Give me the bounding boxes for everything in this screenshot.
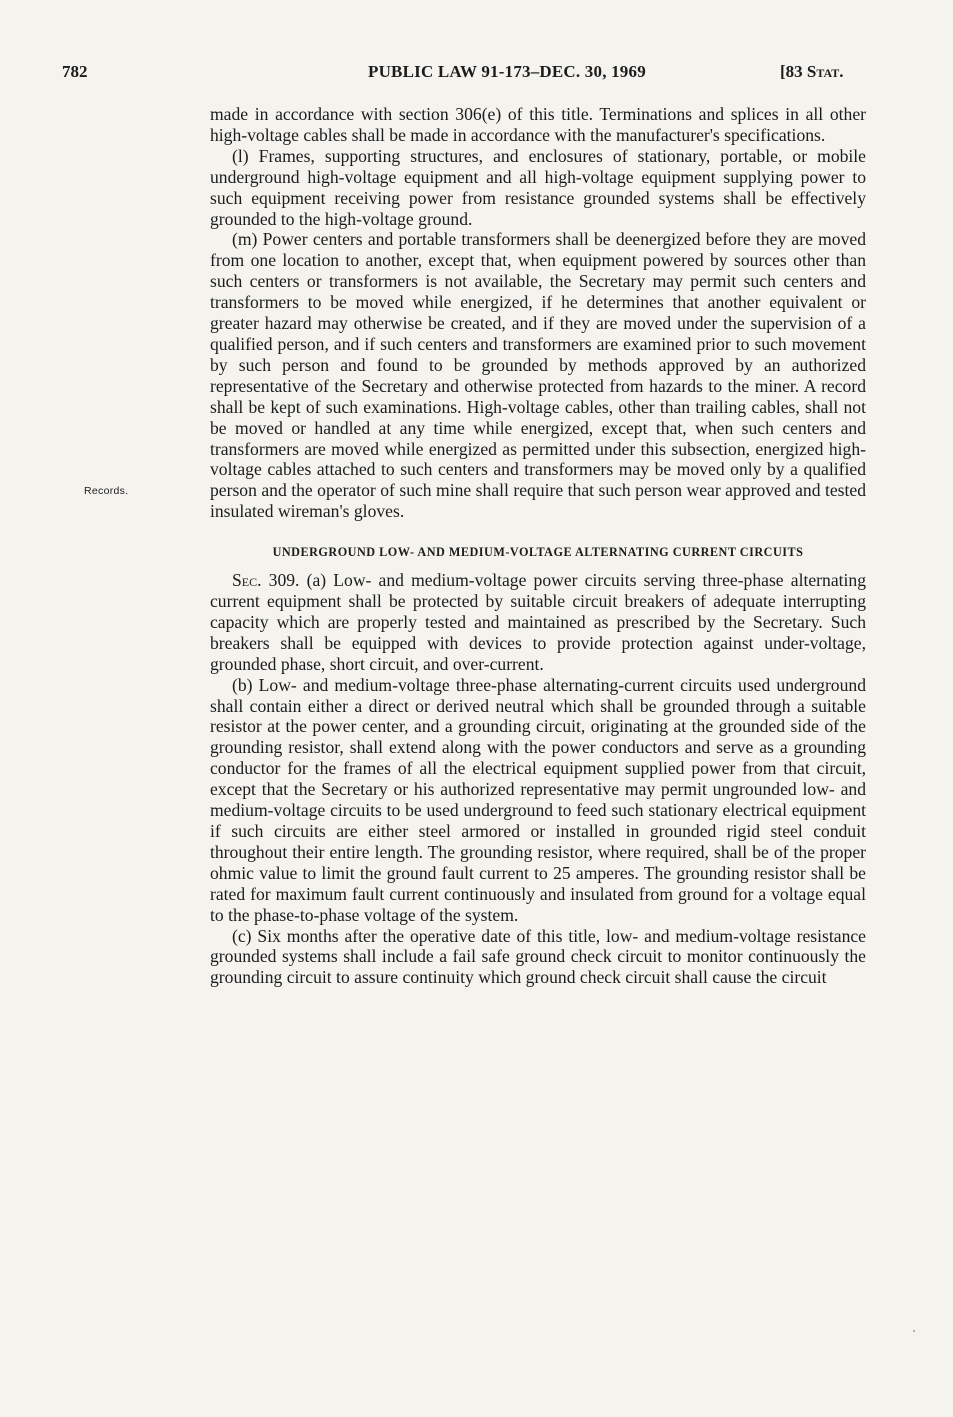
section-309-a-text: (a) Low- and medium-voltage power circuits serving three-phase alternating current equipment shall be protected by suitable circuit breakers of adequate interrupting capacity which are properly tested and maintained as prescribed by the Secretary. Such breakers shall be equipped with devices to provide protection against under-voltage, grounded phase, short circuit, and over-current. <box>210 570 866 674</box>
page-number: 782 <box>62 62 88 81</box>
paragraph-section-309-b: (b) Low- and medium-voltage three-phase alternating-current circuits used underground shall contain either a direct or derived neutral which shall be grounded through a suitable resistor at the power center, and a grounding circuit, originating at the grounded side of the grounding resistor, shall extend along with the power conductors and serve as a grounding conductor for the frames of all the electrical equipment supplied power from that circuit, except that the Secretary or his authorized representative may permit ungrounded low- and medium-voltage circuits to be used underground to feed such stationary electrical equipment if such circuits are either steel armored or installed in grounded rigid steel conduit throughout their entire length. The grounding resistor, where required, shall be of the proper ohmic value to limit the ground fault current to 25 amperes. The grounding resistor shall be rated for maximum fault current continuously and insulated from ground for a voltage equal to the phase-to-phase voltage of the system. <box>210 674 866 925</box>
paragraph-section-309-c: (c) Six months after the operative date of this title, low- and medium-voltage resistance grounded systems shall include a fail safe ground check circuit to monitor continuously the grounding circuit to assure continuity which ground check circuit shall cause the circuit <box>210 925 866 988</box>
margin-note-records: Records. <box>84 485 129 497</box>
section-heading: UNDERGROUND LOW- AND MEDIUM-VOLTAGE ALTERNATING CURRENT CIRCUITS <box>272 545 804 560</box>
paragraph-continued: made in accordance with section 306(e) of this title. Terminations and splices in all other high-voltage cables shall be made in accordance with the manufacturer's specifications. <box>210 104 866 145</box>
statute-label: Stat. <box>806 62 844 81</box>
statute-reference <box>780 62 844 82</box>
statute-volume: [83 <box>780 62 803 81</box>
paragraph-subsection-l: (l) Frames, supporting structures, and enclosures of stationary, portable, or mobile underground high-voltage equipment and all high-voltage equipment supplying power to such equipment receiving power from resistance grounded systems shall be effectively grounded to the high-voltage ground. <box>210 145 866 229</box>
paragraph-subsection-m: (m) Power centers and portable transformers shall be deenergized before they are moved from one location to another, except that, when equipment powered by sources other than such centers or transformers is not available, the Secretary may permit such centers and transformers to be moved while energized, if he determines that another equivalent or greater hazard may otherwise be created, and if they are moved under the supervision of a qualified person, and if such centers and transformers are examined prior to such movement by such person and found to be grounded by methods approved by an authorized representative of the Secretary and otherwise protected from hazards to the miner. A record shall be kept of such examinations. High-voltage cables, other than trailing cables, shall not be moved or handled at any time while energized, except that, when such centers and transformers are moved while energized as permitted under this subsection, energized high-voltage cables attached to such centers and transformers may be moved only by a qualified person and the operator of such mine shall require that such person wear approved and tested insulated wireman's gloves. <box>210 229 866 522</box>
paragraph-section-309-a <box>210 570 866 675</box>
section-label: Sec. 309. <box>232 570 300 591</box>
scan-speck <box>913 1330 915 1332</box>
body-text <box>210 104 866 988</box>
running-head: PUBLIC LAW 91-173–DEC. 30, 1969 <box>368 62 646 81</box>
